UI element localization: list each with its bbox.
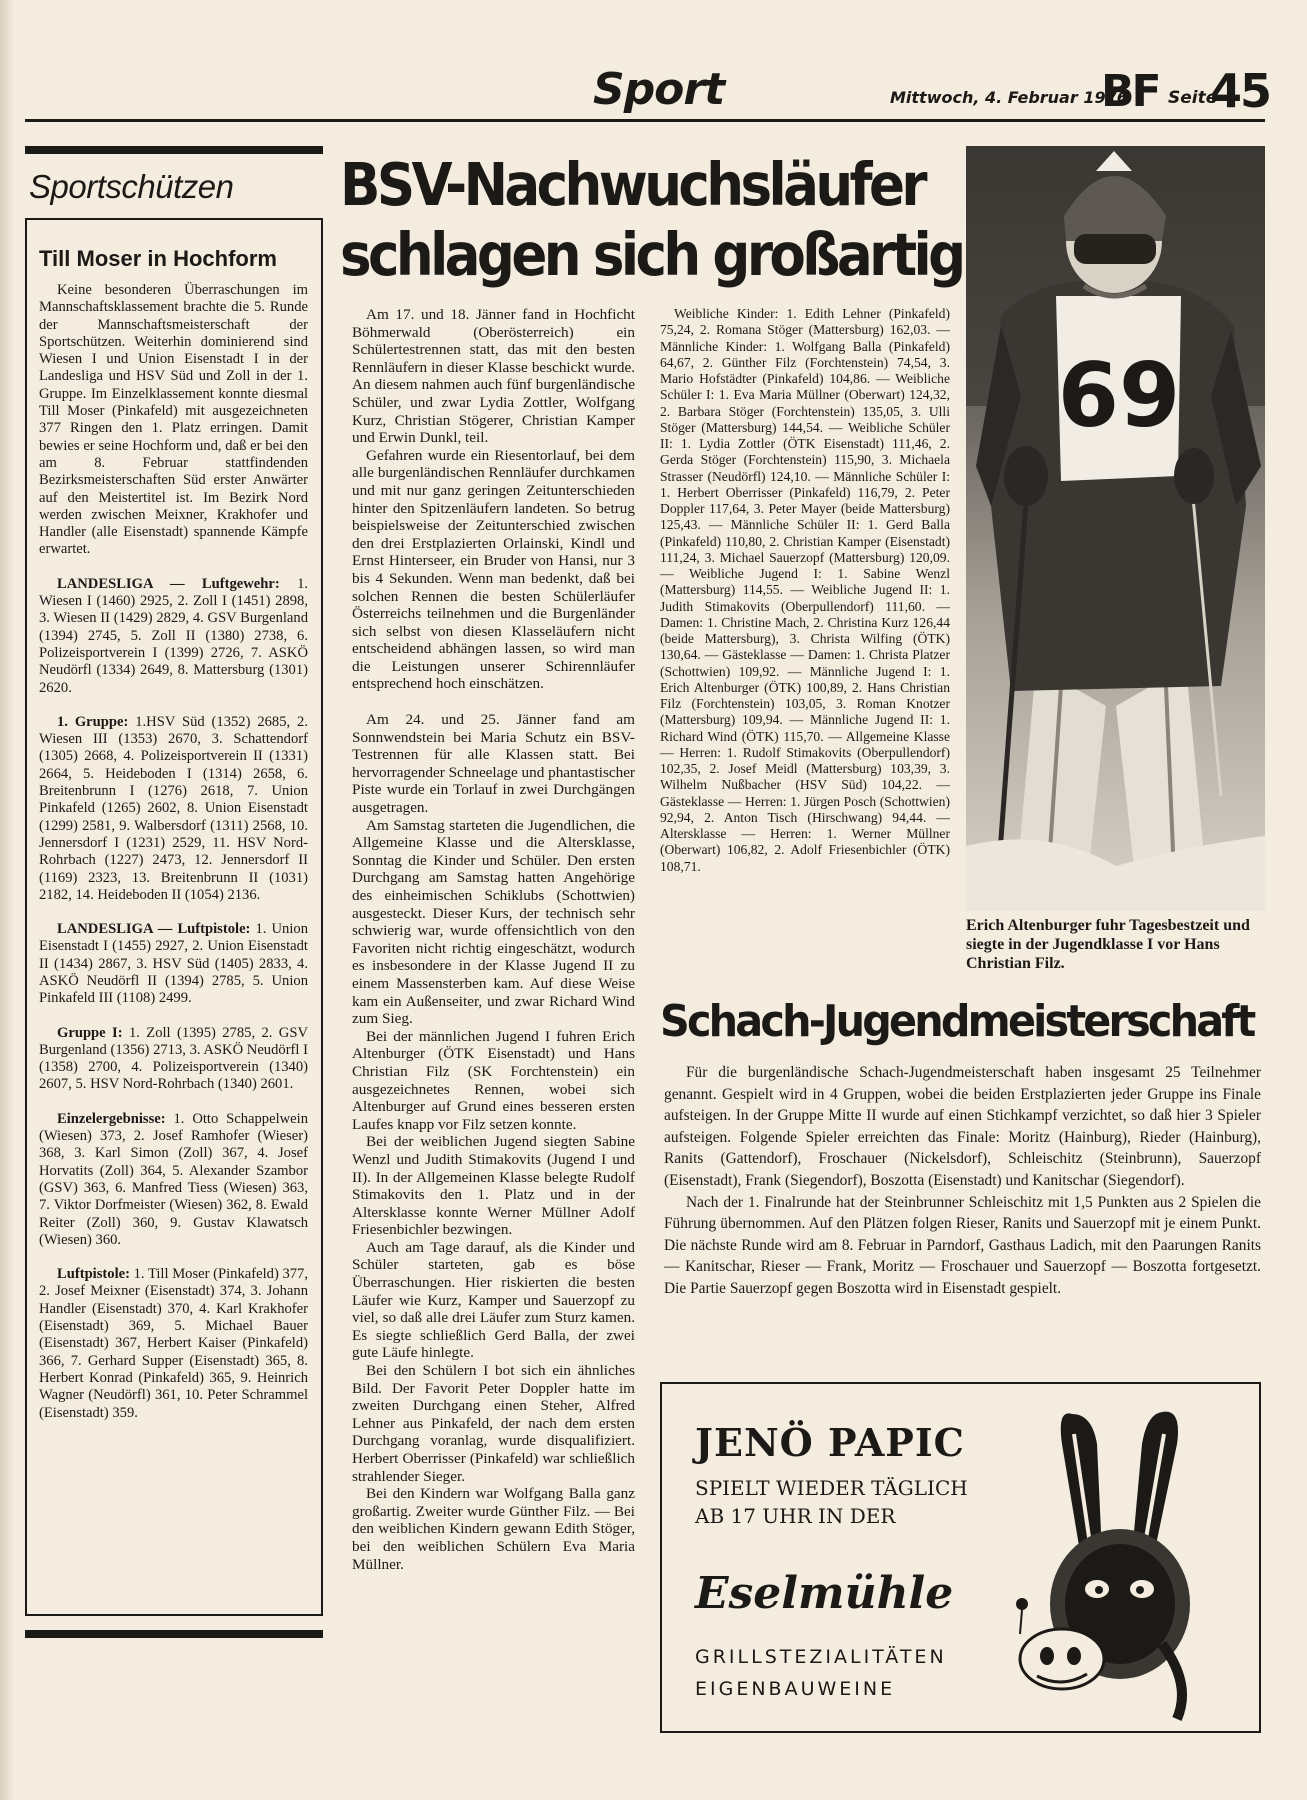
ad-performer-name: JENÖ PAPIC (695, 1420, 965, 1465)
result-text: 1. Till Moser (Pinkafeld) 377, 2. Josef Meixner (Eisenstadt) 374, 3. Johann Handler (Eisenstadt) 370, 4. Karl Krakhofer (Eisenstadt) 369, 5. Michael Bauer (Eisenstadt) 367, Herbert Kaiser (Pinkafeld) 366, 7. Gerhard Supper (Eisenstadt) 365, 8. Herbert Konrad (Pinkafeld) 365, 9. Heinrich Wagner (Neudörfl) 361, 10. Peter Schrammel (Eisenstadt) 359. (39, 1266, 308, 1421)
result-block (39, 714, 308, 904)
ad-text-line: EIGENBAUWEINE (695, 1678, 896, 1700)
ad-text-line: SPIELT WIEDER TÄGLICH (695, 1476, 968, 1500)
headline-line-2: schlagen sich großartig (340, 220, 963, 289)
result-text: 1. Wiesen I (1460) 2925, 2. Zoll I (1451) 2898, 3. Wiesen II (1429) 2829, 4. GSV Burgenland (1394) 2745, 5. Zoll II (1380) 2738, 6. Polizeisportverein I (1399) 2726, 7. ASKÖ Neudörfl (1334) 2649, 8. Mattersburg (1301) 2620. (39, 575, 309, 696)
result-label: LANDESLIGA — Luftgewehr: (57, 575, 280, 592)
result-text: 1. Otto Schappelwein (Wiesen) 373, 2. Josef Ramhofer (Wieser) 368, 3. Karl Simon (Zoll) 367, 4. Josef Horvatits (Zoll) 364, 5. Alexander Szambor (GSV) 363, 6. Manfred Tiess (Wiesen) 363, 7. Viktor Dorfmeister (Wiesen) 362, 8. Ewald Reiter (Zoll) 360, 9. Gustav Klawatsch (Wiesen) 360. (39, 1110, 308, 1248)
newspaper-logo: BF (1101, 66, 1159, 117)
result-block (39, 921, 308, 1007)
result-label: 1. Gruppe: (57, 713, 129, 730)
chess-headline: Schach-Jugendmeisterschaft (660, 996, 1254, 1047)
page-gutter (0, 0, 14, 1800)
result-label: Einzelergebnisse: (57, 1110, 166, 1127)
masthead (25, 60, 1271, 122)
article-column-1 (352, 306, 635, 1573)
article-paragraph: Auch am Tage darauf, als die Kinder und Schüler starteten, gab es böse Überraschungen. Hier riskierten die besten Läufer wie Kurz, Kamper und Sauerzopf zu viel, so daß alle drei Läufer zum Sturz kamen. Es siegte schließlich Gerd Balla, der zwei gute Läufe hinlegte. (352, 1238, 635, 1362)
column-top-bar (25, 146, 323, 154)
article-paragraph: Bei der männlichen Jugend I fuhren Erich Altenburger (ÖTK Eisenstadt) und Hans Christian Filz (SK Forchtenstein) ein ausgezeichnetes Rennen, wobei sich Altenburger auf Grund eines besseren ersten Laufes knapp vor Filz setzen konnte. (352, 1027, 635, 1133)
article-paragraph: Am 17. und 18. Jänner fand in Hochficht Böhmerwald (Oberösterreich) ein Schülertestrennen statt, das mit den besten Rennläufern in dieser Klasse beschickt wurde. An diesem nahmen auch fünf burgenländische Schüler, und zwar Lydia Zottler, Wolfgang Kurz, Christian Stögerer, Christian Kamper und Erwin Dunkl, teil. (352, 306, 635, 447)
result-text: 1. Zoll (1395) 2785, 2. GSV Burgenland (1356) 2713, 3. ASKÖ Neudörfl I (1358) 2700, 4. Polizeisportverein (1340) 2607, 5. HSV Nord-Rohrbach (1340) 2601. (39, 1024, 308, 1093)
chess-paragraph: Für die burgenländische Schach-Jugendmeisterschaft haben insgesamt 25 Teilnehmer genannt. Gespielt wird in 4 Gruppen, wobei die beiden Erstplazierten jeder Gruppe ins Finale aufsteigen. In der Gruppe Mitte II wurde auf einen Stichkampf verzichtet, so daß hier 3 Spieler aufsteigen. Folgende Spieler erreichten das Finale: Moritz (Hainburg), Rieder (Hainburg), Ranits (Gattendorf), Froschauer (Nickelsdorf), Schleischitz (Steinbrunn), Sauerzopf (Eisenstadt), Frank (Siegendorf), Boszotta (Eisenstadt) und Kanitschar (Siegendorf). (664, 1064, 1261, 1189)
result-block (39, 1025, 308, 1094)
masthead-rule (25, 119, 1265, 122)
donkey-illustration (1002, 1404, 1242, 1724)
section-name: Sport (593, 64, 725, 115)
column-bottom-bar (25, 1630, 323, 1638)
bib-number: 69 (1057, 344, 1181, 447)
article-paragraph: Am Samstag starteten die Jugendlichen, die Allgemeine Klasse und die Altersklasse, Sonntag die Kinder und Schüler. Den ersten Durchgang am Samstag hatten Angehörige des einheimischen Schiklubs (Schottwien) ausgesteckt. Dieser Kurs, der technisch sehr schwierig war, wurde offensichtlich von den Favoriten nicht richtig eingeschätzt, wodurch es insbesondere in der Klasse Jugend II zu einem Massensterben kam. Auf diese Weise kam ein Außenseiter, und zwar Richard Wind zum Sieg. (352, 816, 635, 1028)
ad-text-line: GRILLSTEZIALITÄTEN (695, 1646, 947, 1668)
article-results-column (660, 306, 950, 875)
page-label: Seite (1168, 88, 1218, 108)
result-label: LANDESLIGA — Luftpistole: (57, 921, 251, 938)
sportschuetzen-box (25, 218, 323, 1616)
result-block (39, 1111, 308, 1249)
ski-results: Weibliche Kinder: 1. Edith Lehner (Pinkafeld) 75,24, 2. Romana Stöger (Mattersburg) 162,03. — Männliche Kinder: 1. Wolfgang Balla (Pinkafeld) 64,67, 2. Günther Filz (Forchtenstein) 74,54, 3. Mario Hofstädter (Pinkafeld) 104,86. — Weibliche Schüler I: 1. Eva Maria Müllner (Oberwart) 124,32, 2. Barbara Stöger (Forchtenstein) 135,05, 3. Ulli Stöger (Mattersburg) 144,54. — Weibliche Schüler II: 1. Lydia Zottler (ÖTK Eisenstadt) 111,46, 2. Gerda Stöger (Forchtenstein) 115,90, 3. Michaela Strasser (Neudörfl) 124,10. — Männliche Schüler I: 1. Herbert Oberrisser (Pinkafeld) 116,79, 2. Peter Doppler 117,64, 3. Peter Mayer (beide Mattersburg) 125,43. — Männliche Schüler II: 1. Gerd Balla (Pinkafeld) 110,80, 2. Christian Kamper (Eisenstadt) 111,24, 3. Michael Sauerzopf (Mattersburg) 120,09. — Weibliche Jugend I: 1. Sabine Wenzl (Mattersburg) 114,55. — Weibliche Jugend II: 1. Judith Stimakovits (Oberpullendorf) 111,60. — Damen: 1. Christine Mach, 2. Christina Kurz 126,44 (beide Mattersburg), 3. Christa Wilfing (ÖTK) 130,64. — Gästeklasse — Damen: 1. Christa Platzer (Schottwien) 109,92. — Männliche Jugend I: 1. Erich Altenburger (ÖTK) 100,89, 2. Hans Christian Filz (Forchtenstein) 103,05, 3. Roman Knotzer (Mattersburg) 109,94. — Männliche Jugend II: 1. Richard Wind (ÖTK) 115,70. — Allgemeine Klasse — Herren: 1. Rudolf Stimakovits (Oberpullendorf) 102,35, 2. Josef Meidl (Mattersburg) 103,39, 3. Wilhelm Nußbacher (HSV Süd) 104,22. — Gästeklasse — Herren: 1. Jürgen Posch (Schottwien) 92,94, 2. Anton Tisch (Hirschwang) 94,44. — Altersklasse — Herren: 1. Werner Müllner (Oberwart) 106,82, 2. Adolf Friesenbichler (ÖTK) 108,71. (660, 306, 950, 874)
article-paragraph: Bei den Schülern I bot sich ein ähnliches Bild. Der Favorit Peter Doppler hatte im zweiten Durchgang einen Steher, Alfred Lehner aus Pinkafeld, der nach dem ersten Durchgang voranlag, wurde disqualifiziert. Herbert Oberrisser (Pinkafeld) war schließlich strahlender Sieger. (352, 1362, 635, 1485)
article-paragraph: Bei der weiblichen Jugend siegten Sabine Wenzl und Judith Stimakovits (Jugend I und II). In der Allgemeinen Klasse belegte Rudolf Stimakovits den 1. Platz und in der Altersklasse konnte Werner Müllner Adolf Friesenbichler bezwingen. (352, 1133, 635, 1239)
chess-paragraph: Nach der 1. Finalrunde hat der Steinbrunner Schleischitz mit 1,5 Punkten aus 2 Spielen die Führung übernommen. Auf den Plätzen folgen Rieser, Ranits und Sauerzopf mit je einem Punkt. Die nächste Runde wird am 8. Februar in Parndorf, Gasthaus Ladich, mit den Paarungen Ranits — Kanitschar, Rieser — Frank, Moritz — Froschauer und Sauerzopf — Boszotta fortgesetzt. Die Partie Sauerzopf gegen Boszotta wird in Eisenstadt gespielt. (664, 1193, 1261, 1297)
result-label: Gruppe I: (57, 1024, 123, 1041)
sportschuetzen-column (25, 146, 323, 1638)
article-paragraph: Gefahren wurde ein Riesentorlauf, bei dem alle burgenländischen Rennläufer durchkamen und mit nur ganz geringen Zeitunterschieden hinter den Spitzenläufern landeten. So betrug beispielsweise der Zeitunterschied zwischen den drei Erstplazierten Orlainski, Kindl und Ernst Hinterseer, ein Bruder von Hansi, nur 3 bis 4 Sekunden. Wenn man bedenkt, daß bei solchen Rennen die besten Schülerläufer Österreichs teilnehmen und die Burgenländer sich selbst von diesen Klasseläufern nicht entscheidend abhängen lassen, so wird man die Leistungen unserer Schirennläufer entsprechend hoch einschätzen. (352, 446, 635, 693)
issue-date: Mittwoch, 4. Februar 1976 (890, 88, 1128, 107)
chess-article-body (664, 1062, 1261, 1300)
skier-photo-image (966, 146, 1265, 911)
article-title: Till Moser in Hochform (39, 246, 277, 271)
page-number: 45 (1210, 64, 1271, 118)
article-intro: Keine besonderen Überraschungen im Mannschaftsklassement brachte die 5. Runde der Mannschaftsmeisterschaft der Sportschützen. Weiterhin dominierend sind Wiesen I und Union Eisenstadt I in der Landesliga und HSV Süd und Zoll in der 1. Gruppe. Im Einzelklassement konnte diesmal Till Moser (Pinkafeld) mit ausgezeichneten 377 Ringen den 1. Platz erringen. Damit bewies er seine Hochform und, daß er bei den am 8. Februar stattfindenden Bezirksmeisterschaften Süd erster Anwärter auf den Meistertitel ist. Im Bezirk Nord werden zwischen Meixner, Krakhofer und Handler (alle Eisenstadt) spannende Kämpfe erwartet. (39, 282, 308, 558)
photo-caption: Erich Altenburger fuhr Tagesbestzeit und siegte in der Jugendklasse I vor Hans Christian Filz. (966, 917, 1250, 972)
main-headline (340, 150, 963, 290)
advertisement (660, 1382, 1261, 1733)
headline-line-1: BSV-Nachwuchsläufer (340, 150, 925, 219)
column-section-title: Sportschützen (29, 168, 234, 205)
ad-text-line: AB 17 UHR IN DER (695, 1504, 896, 1528)
result-block (39, 576, 308, 697)
article-paragraph: Bei den Kindern war Wolfgang Balla ganz großartig. Zweiter wurde Günther Filz. — Bei den weiblichen Kindern gewann Edith Stöger, bei den weiblichen Schülern Eva Maria Müllner. (352, 1485, 635, 1573)
result-text: 1.HSV Süd (1352) 2685, 2. Wiesen III (1353) 2670, 3. Schattendorf (1305) 2668, 4. Polizeisportverein II (1331) 2664, 5. Heideboden I (1314) 2658, 6. Breitenbrunn I (1276) 2618, 7. Union Pinkafeld (1265) 2602, 8. Union Eisenstadt (1299) 2581, 9. Walbersdorf (1311) 2568, 10. Jennersdorf I (1231) 2529, 11. HSV Nord-Rohrbach (1227) 2473, 12. Jennersdorf II (1169) 2323, 13. Breitenbrunn II (1031) 2182, 14. Heideboden II (1054) 2136. (39, 713, 308, 903)
skier-photo (966, 146, 1265, 911)
article-paragraph: Am 24. und 25. Jänner fand am Sonnwendstein bei Maria Schutz ein BSV-Testrennen für alle Klassen statt. Bei hervorragender Schneelage und phantastischer Piste wurde ein Torlauf in zwei Durchgängen ausgetragen. (352, 711, 635, 817)
result-text: 1. Union Eisenstadt I (1455) 2927, 2. Union Eisenstadt II (1434) 2867, 3. HSV Süd (1405) 2833, 4. ASKÖ Neudörfl II (1394) 2785, 5. Union Pinkafeld III (1108) 2499. (39, 921, 308, 1007)
ad-venue-name: Eselmühle (695, 1568, 954, 1619)
result-label: Luftpistole: (57, 1266, 130, 1283)
result-block (39, 1266, 308, 1422)
article-body (39, 282, 308, 1422)
